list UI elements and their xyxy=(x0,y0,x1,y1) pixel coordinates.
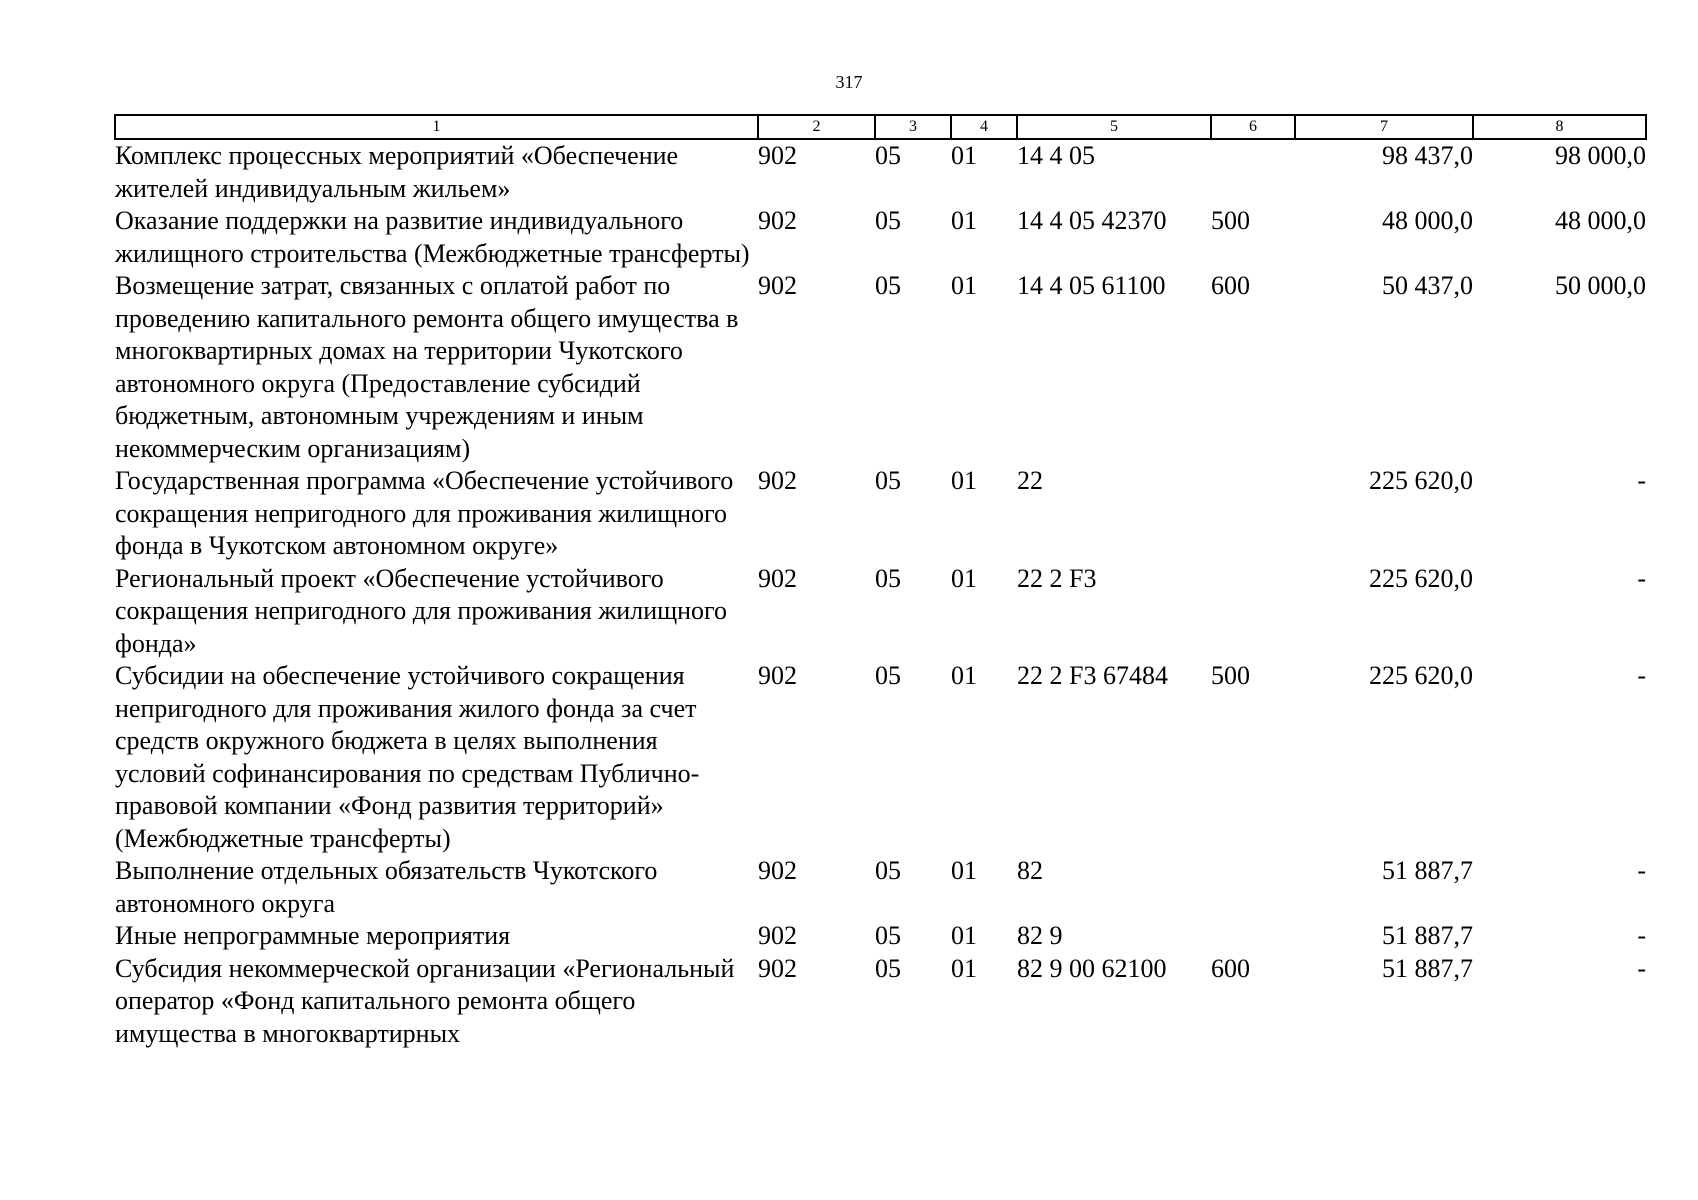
row-amount-col7: 51 887,7 xyxy=(1382,921,1473,950)
row-target-article: 14 4 05 xyxy=(1017,141,1095,170)
row-target-article: 82 xyxy=(1017,856,1043,885)
row-section: 05 xyxy=(875,856,901,885)
row-target-article: 22 xyxy=(1017,466,1043,495)
row-name: Государственная программа «Обеспечение устойчивого сокращения непригодного для проживания жилищного фонда в Чукотском автономном округе» xyxy=(115,466,734,560)
table-row xyxy=(115,465,1646,563)
row-section: 05 xyxy=(875,661,901,690)
row-section: 05 xyxy=(875,921,901,950)
table-row xyxy=(115,953,1646,1051)
row-section: 05 xyxy=(875,206,901,235)
row-amount-col8: 98 000,0 xyxy=(1555,141,1646,170)
row-expense-type xyxy=(1211,855,1295,920)
row-subsection: 01 xyxy=(951,271,977,300)
row-amount-col7: 48 000,0 xyxy=(1382,206,1473,235)
row-amount-col7: 50 437,0 xyxy=(1382,271,1473,300)
row-admin-code: 902 xyxy=(758,953,797,983)
row-admin-code: 902 xyxy=(758,466,797,495)
table-row xyxy=(115,205,1646,270)
row-expense-type xyxy=(1211,139,1295,205)
row-target-article: 22 2 F3 67484 xyxy=(1017,661,1168,690)
row-amount-col7: 51 887,7 xyxy=(1382,953,1473,983)
header-col-3: 3 xyxy=(875,115,951,139)
row-amount-col7: 225 620,0 xyxy=(1369,563,1473,593)
row-name: Комплекс процессных мероприятий «Обеспечение жителей индивидуальным жильем» xyxy=(115,141,679,203)
table-row xyxy=(115,139,1646,205)
row-subsection: 01 xyxy=(951,921,977,950)
row-amount-col8: - xyxy=(1637,466,1646,495)
table-row xyxy=(115,660,1646,855)
row-target-article: 14 4 05 42370 xyxy=(1017,206,1167,235)
row-subsection: 01 xyxy=(951,661,977,690)
row-expense-type xyxy=(1211,465,1295,563)
row-admin-code: 902 xyxy=(758,563,797,593)
row-section: 05 xyxy=(875,466,901,495)
page-number: 317 xyxy=(835,72,863,92)
row-amount-col8: - xyxy=(1637,661,1646,690)
row-amount-col8: - xyxy=(1637,953,1646,983)
row-expense-type xyxy=(1211,563,1295,661)
table-row xyxy=(115,563,1646,661)
row-amount-col8: - xyxy=(1637,856,1646,885)
row-admin-code: 902 xyxy=(758,141,797,170)
row-subsection: 01 xyxy=(951,141,977,170)
header-col-8: 8 xyxy=(1473,115,1646,139)
row-name: Выполнение отдельных обязательств Чукотского автономного округа xyxy=(115,856,658,918)
row-amount-col8: 50 000,0 xyxy=(1555,271,1646,300)
header-row xyxy=(115,115,1646,139)
row-expense-type: 500 xyxy=(1211,661,1250,690)
row-name: Возмещение затрат, связанных с оплатой работ по проведению капитального ремонта общего имущества в многоквартирных домах на территории Чукотского автономного округа (Предоставление субсидий бюджетным, автономным учреждениям и иным некоммерческим организациям) xyxy=(115,271,739,463)
table-row xyxy=(115,855,1646,920)
row-admin-code: 902 xyxy=(758,921,797,950)
row-amount-col8: 48 000,0 xyxy=(1555,206,1646,235)
row-expense-type xyxy=(1211,920,1295,953)
row-section: 05 xyxy=(875,563,901,593)
header-col-6: 6 xyxy=(1211,115,1295,139)
row-section: 05 xyxy=(875,953,901,983)
row-name: Оказание поддержки на развитие индивидуального жилищного строительства (Межбюджетные трансферты) xyxy=(115,206,750,268)
budget-table xyxy=(114,114,1647,1050)
row-target-article: 14 4 05 61100 xyxy=(1017,271,1166,300)
row-subsection: 01 xyxy=(951,563,977,593)
row-expense-type: 500 xyxy=(1211,206,1250,235)
row-amount-col7: 51 887,7 xyxy=(1382,856,1473,885)
header-col-1: 1 xyxy=(115,115,758,139)
table-row xyxy=(115,270,1646,465)
row-expense-type: 600 xyxy=(1211,953,1250,983)
row-amount-col7: 225 620,0 xyxy=(1369,661,1473,690)
row-amount-col8: - xyxy=(1637,921,1646,950)
row-name: Иные непрограммные мероприятия xyxy=(115,921,511,950)
header-col-7: 7 xyxy=(1295,115,1473,139)
row-subsection: 01 xyxy=(951,856,977,885)
row-subsection: 01 xyxy=(951,206,977,235)
row-admin-code: 902 xyxy=(758,856,797,885)
row-subsection: 01 xyxy=(951,466,977,495)
row-amount-col7: 225 620,0 xyxy=(1369,466,1473,495)
row-name: Субсидии на обеспечение устойчивого сокращения непригодного для проживания жилого фонда за счет средств окружного бюджета в целях выполнения условий софинансирования по средствам Публично-правовой компании «Фонд развития территорий» (Межбюджетные трансферты) xyxy=(115,661,700,853)
header-col-2: 2 xyxy=(758,115,875,139)
row-name: Региональный проект «Обеспечение устойчивого сокращения непригодного для проживания жилищного фонда» xyxy=(115,563,728,658)
row-expense-type: 600 xyxy=(1211,271,1250,300)
row-amount-col7: 98 437,0 xyxy=(1382,141,1473,170)
row-section: 05 xyxy=(875,271,901,300)
row-target-article: 82 9 xyxy=(1017,921,1063,950)
row-admin-code: 902 xyxy=(758,661,797,690)
header-col-5: 5 xyxy=(1017,115,1211,139)
row-target-article: 22 2 F3 xyxy=(1017,563,1097,593)
row-section: 05 xyxy=(875,141,901,170)
row-name: Субсидия некоммерческой организации «Региональный оператор «Фонд капитального ремонта общего имущества в многоквартирных xyxy=(115,953,735,1048)
header-col-4: 4 xyxy=(951,115,1017,139)
table-row xyxy=(115,920,1646,953)
row-admin-code: 902 xyxy=(758,271,797,300)
row-amount-col8: - xyxy=(1637,563,1646,593)
row-admin-code: 902 xyxy=(758,206,797,235)
row-target-article: 82 9 00 62100 xyxy=(1017,953,1167,983)
row-subsection: 01 xyxy=(951,953,977,983)
